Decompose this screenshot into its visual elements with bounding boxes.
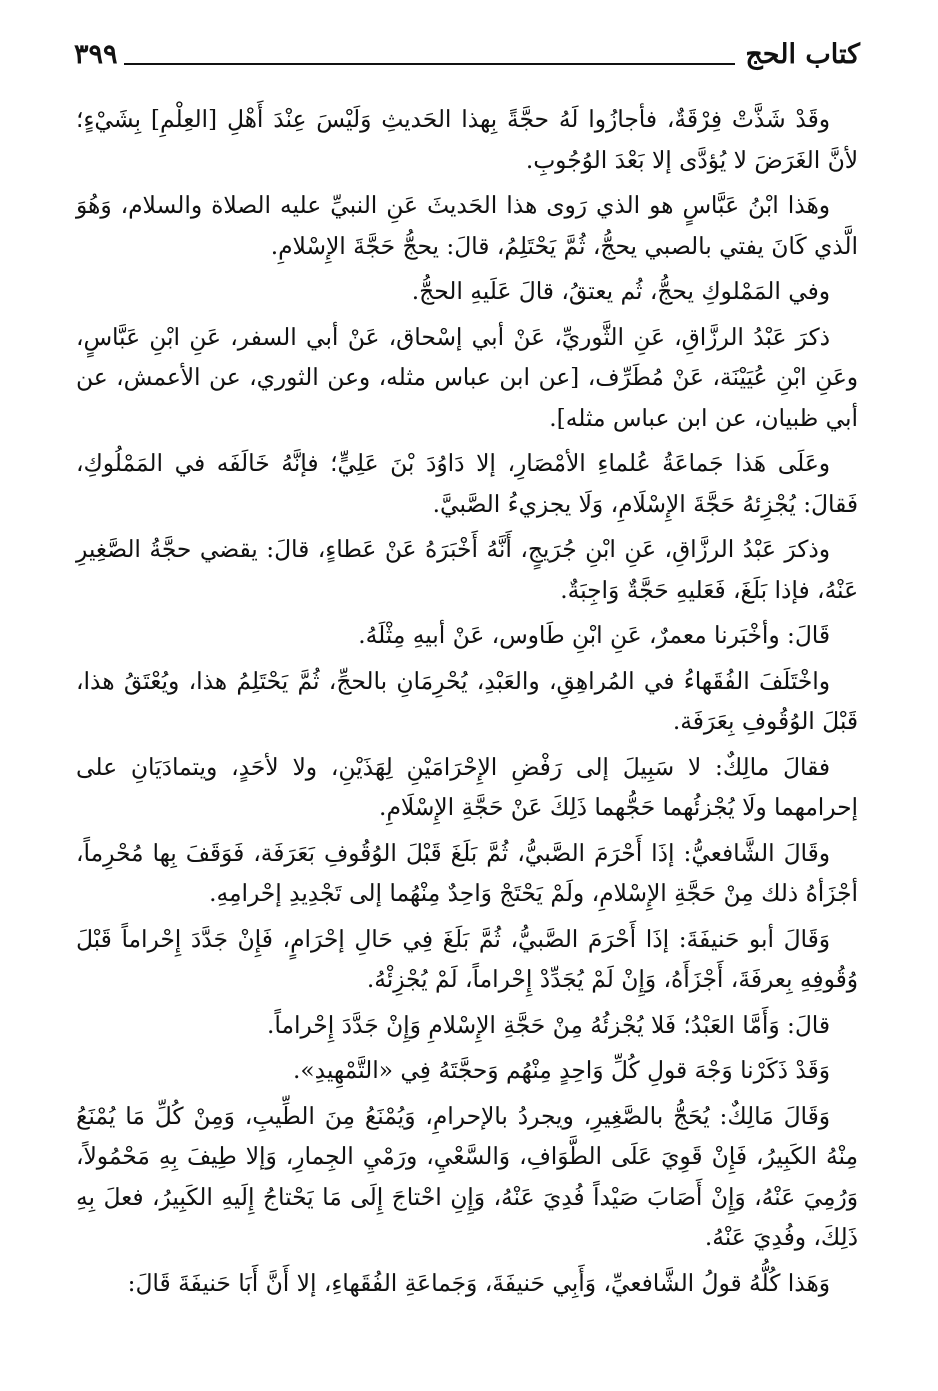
header-rule: [124, 63, 736, 65]
paragraph: قَالَ: وأخْبَرنا معمرٌ، عَنِ ابْنِ طَاوس، عَنْ أبيهِ مِثْلَهُ.: [358, 622, 830, 649]
paragraph: وَقَدْ ذَكَرْنا وَجْهَ قولِ كُلِّ وَاحِدٍ مِنْهُم وَحجَّتَهُ فِي «التَّمْهِيدِ».: [293, 1057, 830, 1084]
page-number: ٣٩٩: [74, 39, 118, 70]
paragraph: وقَالَ الشَّافعيُّ: إذَا أَحْرَمَ الصَّبيُّ، ثُمَّ بَلَغَ قَبْلَ الوُقُوفِ بَعَرَفَة، فَوَقَفَ بِها مُحْرِماً، أجْزَأهُ ذلك مِنْ حَجَّةِ الإِسْلامِ، ولَمْ يَحْتَجْ وَاحِدٌ مِنْهُما إلى تَجْدِيدِ إحْرامِهِ.: [76, 839, 858, 907]
paragraph: وَهَذا كُلُّهُ قولُ الشَّافعيِّ، وَأَبِي حَنيفَةَ، وَجَماعَةِ الفُقَهاءِ، إلا أَنَّ أَبَا حَنيفَةَ قَالَ:: [127, 1269, 830, 1297]
paragraph: فقالَ مالِكٌ: لا سَبِيلَ إلى رَفْضِ الإِحْرَامَيْنِ لِهَذَيْنِ، ولا لأحَدٍ، ويتمادَيَانِ على إحرامهما ولَا يُجْزئُهما حَجُّهما ذَلِكَ عَنْ حَجَّةِ الإِسْلَامِ.: [76, 753, 858, 821]
running-title: كتاب الحج: [745, 39, 860, 70]
paragraph: وذكرَ عَبْدُ الرزَّاقِ، عَنِ ابْنِ جُرَيجٍ، أَنَّهُ أَخْبَرَهُ عَنْ عَطاءٍ، قالَ: يقضي حجَّةُ الصَّغِيرِ عَنْهُ، فإذا بَلَغَ، فَعَليهِ حَجَّةٌ وَاجِبَةٌ.: [76, 536, 858, 604]
paragraph: قالَ: وَأَمَّا العَبْدُ؛ فَلا يُجْزئُهُ مِنْ حَجَّةِ الإِسْلامِ وَإِنْ جَدَّدَ إِحْراماً.: [267, 1011, 830, 1039]
paragraph: وَقَالَ مَالِكٌ: يُحَجُّ بالصَّغِيرِ، ويجردُ بالإحرامِ، وَيُمْنَعُ مِنَ الطِّيبِ، وَمِنْ كُلِّ مَا يُمْنَعُ مِنْهُ الكَبِيرُ، فَإِنْ قَوِيَ عَلَى الطَّوَافِ، وَالسَّعْيِ، ورَمْيِ الجِمارِ، وَإلا طِيفَ بِهِ مَحْمُولاً، وَرُمِيَ عَنْهُ، وَإِنْ أَصَابَ صَيْداً فُدِيَ عَنْهُ، وَإِنِ احْتاجَ إِلَى مَا يَحْتاجُ إِلَيهِ الكَبِيرُ، فعلَ بِهِ ذَلِكَ، وفُدِيَ عَنْهُ.: [76, 1102, 858, 1251]
paragraph: وهَذا ابْنُ عَبَّاسٍ هو الذي رَوى هذا الحَديثَ عَنِ النبيِّ عليه الصلاة والسلام، وَهُوَ الَّذي كَانَ يفتي بالصبي يحجُّ، ثُمَّ يَحْتَلِمُ، قالَ: يحجُّ حَجَّةَ الإِسْلامِ.: [76, 192, 858, 260]
paragraph: واخْتَلَفَ الفُقَهاءُ في المُراهِقِ، والعَبْدِ، يُحْرِمَانِ بالحجِّ، ثُمَّ يَحْتَلِمُ هذا، ويُعْتَقُ هذا، قَبْلَ الوُقُوفِ بِعَرَفَة.: [76, 667, 858, 735]
paragraph: وعَلَى هَذا جَماعَةُ عُلماءِ الأمْصَارِ، إلا دَاوُدَ بْنَ عَلِيٍّ؛ فإنَّهُ خَالَفَه في المَمْلُوكِ، فَقالَ: يُجْزِئهُ حَجَّةَ الإِسْلَامِ، وَلَا يجزيءُ الصَّبيَّ.: [76, 450, 858, 518]
paragraph: ذكرَ عَبْدُ الرزَّاقِ، عَنِ الثَّوريِّ، عَنْ أبي إسْحاق، عَنْ أبي السفر، عَنِ ابْنِ عَبَّاسٍ، وعَنِ ابْنِ عُيَيْنَة، عَنْ مُطَرِّف، [عن ابن عباس مثله، وعن الثوري، عن الأعمش، عن أبي ظبيان، عن ابن عباس مثله].: [76, 323, 858, 432]
paragraph: وفي المَمْلوكِ يحجُّ، ثُم يعتقُ، قالَ عَلَيهِ الحجُّ.: [411, 278, 830, 305]
page-body: [76, 100, 858, 1309]
paragraph: وَقَالَ أبو حَنيفَةَ: إذَا أَحْرَمَ الصَّبيُّ، ثُمَّ بَلَغَ فِي حَالِ إحْرَامٍ، فَإِنْ جَدَّدَ إِحْراماً قَبْلَ وُقُوفِهِ بِعرفَةَ، أَجْزَأَهُ، وَإِنْ لَمْ يُجَدِّدْ إِحْراماً، لَمْ يُجْزِئْهُ.: [76, 925, 858, 993]
page-header: [74, 30, 860, 68]
paragraph: وقَدْ شَذَّتْ فِرْقَةٌ، فأجازُوا لَهُ حجَّةً بِهذا الحَديثِ وَلَيْسَ عِنْدَ أَهْلِ [العِلْمِ] بِشَيْءٍ؛ لأنَّ الغَرَضَ لا يُؤدَّى إلا بَعْدَ الوُجُوبِ.: [76, 106, 858, 174]
